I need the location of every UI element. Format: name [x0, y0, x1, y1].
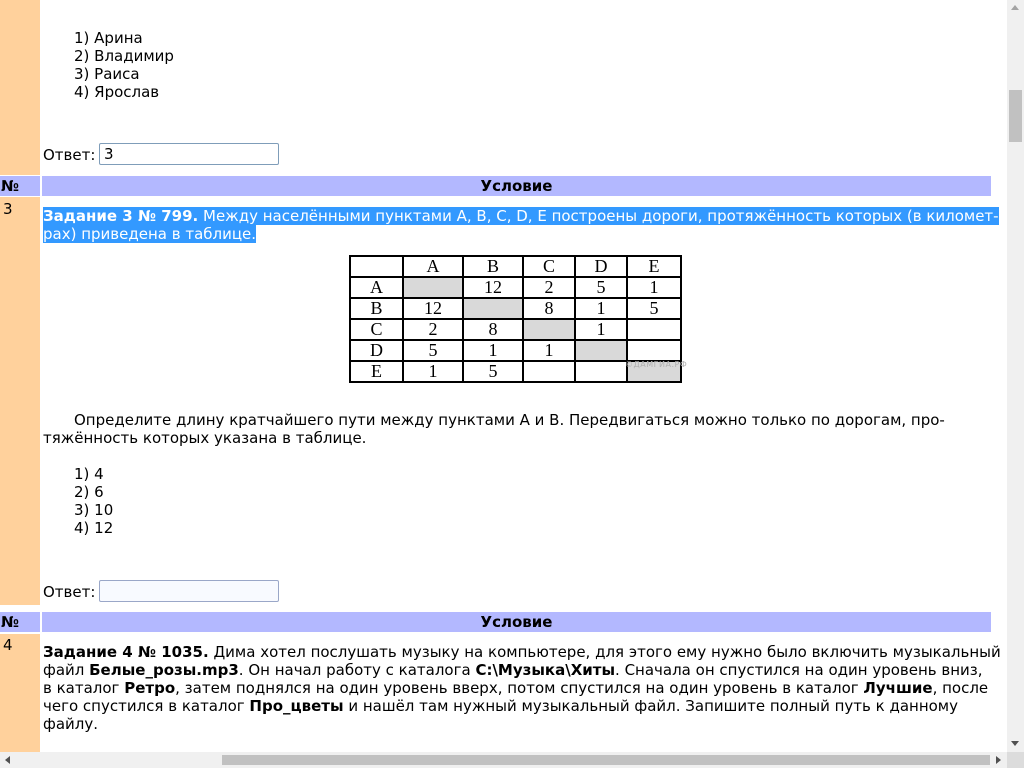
- number-header: [0, 612, 40, 632]
- table-cell: [575, 361, 627, 382]
- table-cell: 8: [523, 298, 575, 319]
- task4-path: C:\Музыка\Хиты: [475, 661, 616, 679]
- table-cell: 2: [523, 277, 575, 298]
- task3-text-line1: [43, 207, 999, 225]
- task3-question-line2: тяжённость которых указана в таблице.: [43, 429, 367, 447]
- task3-question-line1: Определите длину кратчайшего пути между пунктами A и B. Передвигаться можно только по дорогам, про-: [74, 411, 945, 429]
- table-cell: 1: [403, 361, 463, 382]
- task4-dir: Про_цветы: [249, 697, 344, 715]
- number-header-label: №: [1, 613, 20, 631]
- table-cell: 1: [463, 340, 523, 361]
- number-header-label: №: [1, 177, 20, 195]
- prev-option-4: 4) Ярослав: [74, 83, 160, 101]
- table-cell: 8: [463, 319, 523, 340]
- task3-option-3: 3) 10: [74, 501, 114, 519]
- prev-option-2: 2) Владимир: [74, 47, 174, 65]
- table-cell: B: [350, 298, 403, 319]
- task4-text: в каталог: [43, 679, 125, 697]
- table-cell: D: [350, 340, 403, 361]
- table-cell: A: [350, 277, 403, 298]
- prev-option-3: 3) Раиса: [74, 65, 140, 83]
- table-cell: 5: [403, 340, 463, 361]
- task4-title[interactable]: Задание 4 № 1035.: [43, 643, 209, 661]
- table-cell: 5: [463, 361, 523, 382]
- scroll-down-icon[interactable]: [1011, 741, 1019, 746]
- number-column: [0, 0, 40, 175]
- prev-answer-label: Ответ:: [43, 146, 96, 164]
- table-row: [350, 319, 681, 340]
- table-cell: C: [523, 256, 575, 277]
- vertical-scrollbar[interactable]: [1007, 0, 1024, 752]
- task4-line1: [43, 643, 1001, 661]
- task3-text-1: Между населёнными пунктами A, B, C, D, E построены дороги, протяжённость которых (в километ-: [203, 207, 999, 225]
- task3-text-2: рах) приведена в таблице.: [43, 225, 257, 243]
- task4-text: , затем поднялся на один уровень вверх, потом спустился на один уровень в каталог: [175, 679, 864, 697]
- table-cell: 12: [463, 277, 523, 298]
- table-cell: 1: [627, 277, 681, 298]
- task4-text: . Сначала он спустился на один уровень вниз,: [615, 661, 983, 679]
- scroll-left-icon[interactable]: [5, 756, 10, 764]
- task4-text: , после: [932, 679, 989, 697]
- task3-option-2: 2) 6: [74, 483, 104, 501]
- task4-text: чего спустился в каталог: [43, 697, 250, 715]
- task4-line5: файлу.: [43, 715, 98, 733]
- task-number: 4: [3, 636, 13, 654]
- task3-answer-label: Ответ:: [43, 583, 96, 601]
- task3-text-line2: [43, 225, 256, 243]
- table-cell: [523, 361, 575, 382]
- table-cell: [627, 340, 681, 361]
- table-cell: D: [575, 256, 627, 277]
- task4-dir: Лучшие: [863, 679, 933, 697]
- task4-line4: [43, 697, 958, 715]
- prev-answer-input[interactable]: [99, 143, 279, 165]
- table-cell: 5: [627, 298, 681, 319]
- watermark: ©ДАМГИА.РФ: [625, 360, 688, 369]
- table-cell: 1: [523, 340, 575, 361]
- task4-text-1: Дима хотел послушать музыку на компьютере, для этого ему нужно было включить музыкальный: [213, 643, 1001, 661]
- table-cell: C: [350, 319, 403, 340]
- table-cell: [627, 319, 681, 340]
- task4-text: файл: [43, 661, 90, 679]
- table-cell: 1: [575, 319, 627, 340]
- number-header: [0, 176, 40, 196]
- scroll-right-icon[interactable]: [996, 756, 1001, 764]
- number-column: [0, 197, 40, 605]
- table-cell: [575, 340, 627, 361]
- task4-filename: Белые_розы.mp3: [89, 661, 239, 679]
- horizontal-scrollbar[interactable]: [0, 752, 1007, 768]
- scroll-up-icon[interactable]: [1011, 5, 1019, 10]
- task3-question: [43, 411, 989, 429]
- table-cell: E: [350, 361, 403, 382]
- table-cell: [523, 319, 575, 340]
- table-cell: 2: [403, 319, 463, 340]
- table-cell: 12: [403, 298, 463, 319]
- table-cell: [403, 277, 463, 298]
- table-cell: [350, 256, 403, 277]
- task4-text: . Он начал работу с каталога: [238, 661, 476, 679]
- table-cell: 5: [575, 277, 627, 298]
- task4-dir: Ретро: [124, 679, 176, 697]
- condition-header: Условие: [42, 176, 991, 196]
- task4-line3: [43, 679, 988, 697]
- task3-option-4: 4) 12: [74, 519, 114, 537]
- table-cell: B: [463, 256, 523, 277]
- table-cell: E: [627, 256, 681, 277]
- task3-answer-input[interactable]: [99, 580, 279, 602]
- horizontal-scroll-thumb[interactable]: [222, 755, 990, 765]
- task4-line2: [43, 661, 983, 679]
- table-row: [350, 277, 681, 298]
- table-header-row: [350, 256, 681, 277]
- table-cell: A: [403, 256, 463, 277]
- task3-option-1: 1) 4: [74, 465, 104, 483]
- task4-text: и нашёл там нужный музыкальный файл. Запишите полный путь к данному: [343, 697, 958, 715]
- table-cell: 1: [575, 298, 627, 319]
- table-row: [350, 298, 681, 319]
- vertical-scroll-thumb[interactable]: [1009, 90, 1022, 142]
- task-number: 3: [3, 200, 13, 218]
- table-cell: [463, 298, 523, 319]
- condition-header: Условие: [42, 612, 991, 632]
- prev-option-1: 1) Арина: [74, 29, 143, 47]
- task3-title[interactable]: Задание 3 № 799.: [43, 207, 199, 225]
- table-row: [350, 340, 681, 361]
- scrollbar-corner: [1007, 752, 1024, 768]
